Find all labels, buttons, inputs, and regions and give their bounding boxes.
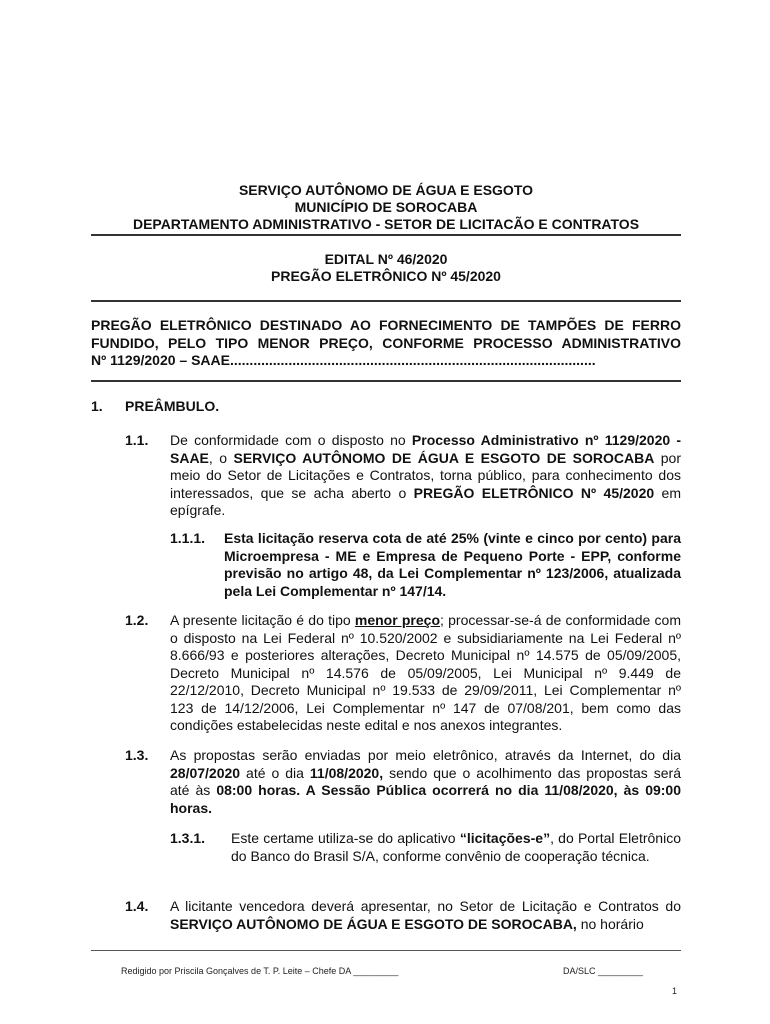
clause-1-3-session: 08:00 horas. A Sessão Pública ocorrerá no dia 11/08/2020, às 09:00 horas.: [170, 782, 681, 816]
page-number: 1: [672, 986, 678, 996]
edital-number: EDITAL Nº 46/2020: [324, 251, 448, 267]
footer-department-sign: DA/SLC _________: [563, 966, 644, 976]
clause-1-3-number: 1.3.: [125, 747, 149, 763]
clause-1-1-1-number: 1.1.1.: [170, 530, 206, 546]
clause-1-4-org: SERVIÇO AUTÔNOMO DE ÁGUA E ESGOTO DE SOROCABA,: [170, 915, 577, 932]
edital-block: [91, 251, 681, 285]
clause-1-1-1-text: Esta licitação reserva cota de até 25% (vinte e cinco por cento) para Microempresa - ME e Empresa de Pequeno Porte - EPP, conforme previsão no artigo 48, da Lei Complementar nº 123/2006, atualizada pela Lei Complementar nº 147/14.: [224, 530, 681, 599]
clause-1-2-text: [170, 612, 681, 735]
header-org-name: SERVIÇO AUTÔNOMO DE ÁGUA E ESGOTO: [238, 182, 534, 198]
object-divider: [91, 380, 681, 382]
clause-1-2-part: A presente licitação é do tipo: [170, 612, 355, 628]
pregao-number: PREGÃO ELETRÔNICO Nº 45/2020: [271, 268, 501, 284]
clause-1-3-part: As propostas serão enviadas por meio eletrônico, através da Internet, do dia: [170, 747, 681, 763]
clause-1-1-pregao: PREGÃO ELETRÔNICO Nº 45/2020: [413, 484, 655, 501]
clause-1-3-1-part: , do Portal Eletrônico do Banco do Brasil S/A, conforme convênio de cooperação técnica.: [231, 830, 681, 864]
section-1-number: 1.: [91, 398, 103, 414]
clause-1-3-end-date: 11/08/2020,: [309, 764, 384, 781]
object-line-1: PREGÃO ELETRÔNICO DESTINADO AO FORNECIMENTO DE TAMPÕES DE FERRO: [91, 317, 681, 333]
clause-1-1-part: De conformidade com o disposto no: [170, 432, 412, 448]
clause-1-2-number: 1.2.: [125, 612, 149, 628]
object-line-2: FUNDIDO, PELO TIPO MENOR PREÇO, CONFORME PROCESSO ADMINISTRATIVO: [91, 334, 681, 351]
header-department: DEPARTAMENTO ADMINISTRATIVO - SETOR DE LICITACÃO E CONTRATOS: [132, 216, 640, 232]
object-line-3: Nº 1129/2020 – SAAE..............................................................................................: [91, 352, 596, 368]
clause-1-1-part: , o: [208, 449, 234, 466]
clause-1-4-part: no horário: [576, 915, 644, 932]
clause-1-3-1-app: “licitações-e”: [459, 830, 551, 846]
clause-1-1-part: em epígrafe.: [170, 484, 681, 518]
clause-1-3-1-part: Este certame utiliza-se do aplicativo: [231, 830, 460, 846]
object-description: [91, 317, 681, 370]
clause-1-1-org: SERVIÇO AUTÔNOMO DE ÁGUA E ESGOTO DE SOROCABA: [233, 449, 655, 466]
footer-divider: [91, 950, 681, 951]
edital-divider: [91, 300, 681, 302]
clause-1-1-process: Processo Administrativo nº 1129/2020 - SAAE: [170, 432, 682, 466]
clause-1-4-part: A licitante vencedora deverá apresentar, no Setor de Licitação e Contratos do: [170, 898, 681, 914]
footer-author: Redigido por Priscila Gonçalves de T. P. Leite – Chefe DA _________: [121, 966, 399, 976]
clause-1-3-start-date: 28/07/2020: [170, 764, 241, 781]
clause-1-4-number: 1.4.: [125, 898, 149, 914]
document-header: [91, 182, 681, 233]
clause-1-3-1-text: [231, 830, 681, 865]
clause-1-2-part: ; processar-se-á de conformidade com o disposto na Lei Federal nº 10.520/2002 e subsidiariamente na Lei Federal nº 8.666/93 e posteriores alterações, Decreto Municipal nº 14.575 de 05/09/2005, Decreto Municipal nº 14.576 de 05/09/2005, Lei Municipal nº 9.449 de 22/12/2010, Decreto Municipal nº 19.533 de 29/09/2011, Lei Complementar nº 123 de 14/12/2006, Lei Complementar nº 147 de 07/08/201, bem como das condições estabelecidas neste edital e nos anexos integrantes.: [170, 612, 681, 733]
clause-1-1-text: [170, 432, 681, 520]
clause-1-1-part: por meio do Setor de Licitações e Contratos, torna público, para conhecimento dos interessados, que se acha aberto o: [170, 449, 681, 501]
clause-1-1-number: 1.1.: [125, 432, 149, 448]
clause-1-3-text: [170, 747, 681, 817]
clause-1-4-text: [170, 898, 681, 933]
clause-1-3-1-number: 1.3.1.: [170, 830, 206, 846]
clause-1-3-part: sendo que o acolhimento das propostas será até às: [170, 764, 682, 798]
section-1-title: PREÂMBULO.: [125, 398, 220, 414]
clause-1-2-type: menor preço: [354, 612, 441, 628]
header-municipality: MUNICÍPIO DE SOROCABA: [294, 199, 478, 215]
clause-1-3-part: até o dia: [240, 764, 310, 781]
header-divider: [91, 234, 681, 236]
